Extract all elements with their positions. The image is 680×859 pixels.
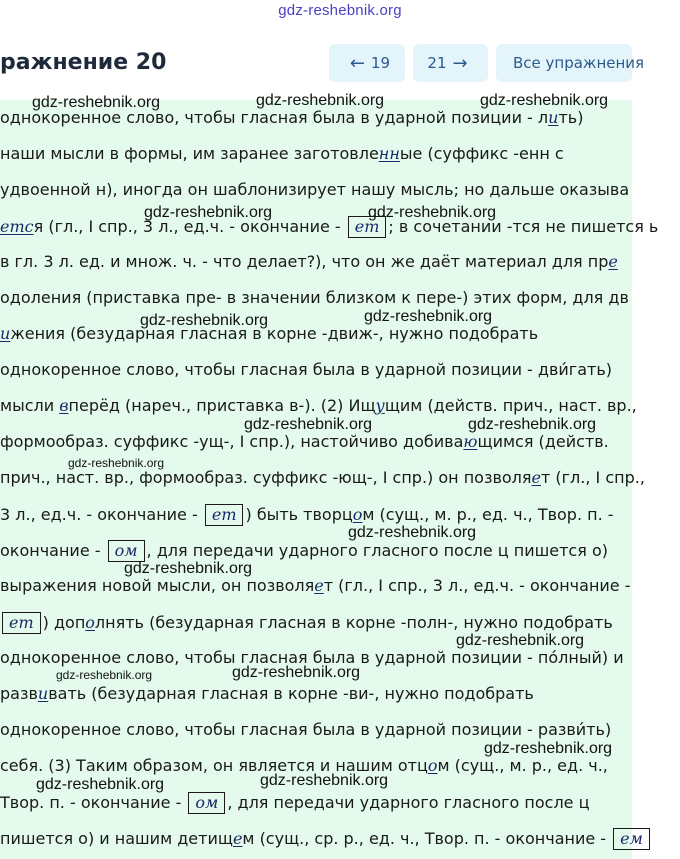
arrow-right-icon: → — [452, 52, 468, 74]
ending-box: ом — [188, 792, 225, 814]
all-exercises-label: Все упражнения — [513, 54, 645, 72]
answer-text: однокоренное слово, чтобы гласная была в ударной позиции - л — [0, 108, 549, 127]
ending-box: ет — [348, 216, 387, 238]
ending-box: ем — [613, 828, 650, 850]
answer-text: ) доп — [42, 613, 86, 632]
answer-line — [0, 828, 652, 850]
answer-line — [0, 720, 611, 739]
answer-line — [0, 504, 614, 526]
watermark-text: gdz-reshebnik.org — [144, 204, 273, 221]
watermark-text: gdz-reshebnik.org — [68, 456, 165, 470]
watermark-text: gdz-reshebnik.org — [456, 632, 585, 649]
answer-text: м (сущ., м. р., ед. ч., Твор. п. - — [362, 505, 614, 524]
answer-text: наши мысли в формы, им заранее заготовле — [0, 144, 379, 163]
answer-line — [0, 684, 534, 703]
answer-line — [0, 396, 637, 415]
watermark-text: gdz-reshebnik.org — [260, 772, 389, 789]
ending-box: ет — [2, 612, 41, 634]
watermark-text: gdz-reshebnik.org — [368, 204, 497, 221]
watermark-text: gdz-reshebnik.org — [124, 560, 253, 577]
answer-line — [0, 792, 590, 814]
handwritten-letter: етс — [0, 217, 34, 236]
handwritten-letter: е — [608, 252, 618, 271]
answer-line — [0, 288, 629, 307]
answer-line — [0, 180, 629, 199]
handwritten-letter: нн — [378, 144, 400, 163]
answer-line — [0, 144, 564, 163]
answer-text: ) быть творц — [245, 505, 353, 524]
handwritten-letter: е — [232, 829, 243, 848]
answer-text: выражения новой мысли, он позволя — [0, 576, 315, 595]
answer-text: м (сущ., м. р., ед. ч., — [437, 756, 608, 775]
answer-text: однокоренное слово, чтобы гласная была в ударной позиции - дви́гать) — [0, 360, 612, 379]
page-title: ражнение 20 — [0, 50, 167, 75]
answer-line — [0, 360, 612, 379]
watermark-text: gdz-reshebnik.org — [256, 92, 385, 109]
handwritten-letter: и — [0, 324, 11, 343]
answer-text: , для передачи ударного гласного после ц — [227, 793, 590, 812]
answer-line — [0, 540, 608, 562]
answer-text: себя. (3) Таким образом, он является и нашим отц — [0, 756, 428, 775]
answer-text: лнять (безударная гласная в корне -полн-, нужно подобрать — [94, 613, 613, 632]
answer-text: одоления (приставка пре- в значении близком к пере-) этих форм, для дв — [0, 288, 629, 307]
answer-text: в гл. 3 л. ед. и множ. ч. - что делает?), что он же даёт материал для пр — [0, 252, 609, 271]
all-exercises-button[interactable] — [496, 44, 645, 82]
watermark-text: gdz-reshebnik.org — [140, 312, 269, 329]
answer-text: 3 л., ед.ч. - окончание - — [0, 505, 203, 524]
arrow-left-icon: ← — [349, 52, 365, 74]
answer-text: Твор. п. - окончание - — [0, 793, 187, 812]
answer-text: вать (безударная гласная в корне -ви-, нужно подобрать — [48, 684, 534, 703]
handwritten-letter: о — [352, 505, 363, 524]
handwritten-letter: ю — [463, 432, 478, 451]
prev-exercise-label: 19 — [371, 54, 391, 72]
answer-text: перёд (нареч., приставка в-). (2) Ищ — [68, 396, 376, 415]
answer-text: пишется о) и нашим детищ — [0, 829, 233, 848]
ending-box: ет — [205, 504, 244, 526]
watermark-text: gdz-reshebnik.org — [244, 416, 373, 433]
answer-text: , для передачи ударного гласного после ц пишется о) — [146, 541, 608, 560]
answer-text: окончание - — [0, 541, 106, 560]
watermark-text: gdz-reshebnik.org — [480, 92, 609, 109]
prev-exercise-button[interactable] — [329, 44, 405, 82]
answer-line — [0, 576, 631, 595]
answer-text: формообраз. суффикс -ущ-, I спр.), настойчиво добива — [0, 432, 464, 451]
answer-text: т (гл., I спр., 3 л., ед.ч. - окончание - — [323, 576, 631, 595]
watermark-text: gdz-reshebnik.org — [36, 776, 165, 793]
answer-text: удвоенной н), иногда он шаблонизирует нашу мысль; но дальше оказыва — [0, 180, 630, 199]
answer-text: ые (суффикс -енн с — [399, 144, 564, 163]
watermark-text: gdz-reshebnik.org — [348, 524, 477, 541]
handwritten-letter: и — [548, 108, 559, 127]
site-logo-text[interactable]: gdz-reshebnik.org — [278, 2, 402, 19]
answer-text: щимся (действ. — [477, 432, 609, 451]
handwritten-letter: и — [37, 684, 49, 703]
handwritten-letter: е — [531, 468, 541, 487]
answer-text: прич., наст. вр., формообраз. суффикс -ющ-, I спр.) он позволя — [0, 468, 532, 487]
handwritten-letter: о — [427, 756, 438, 775]
watermark-text: gdz-reshebnik.org — [364, 308, 493, 325]
handwritten-letter: в — [59, 396, 69, 415]
site-header — [0, 0, 680, 28]
answer-line — [0, 468, 645, 487]
ending-box: ом — [108, 540, 145, 562]
next-exercise-button[interactable] — [413, 44, 488, 82]
answer-line — [0, 432, 609, 451]
answer-line — [0, 216, 658, 238]
answer-text: я (гл., I спр., 3 л., ед.ч. - окончание - — [33, 217, 346, 236]
answer-text: м (сущ., ср. р., ед. ч., Твор. п. - окончание - — [242, 829, 612, 848]
watermark-text: gdz-reshebnik.org — [232, 664, 361, 681]
answer-line — [0, 252, 618, 271]
answer-line — [0, 324, 538, 343]
answer-text: однокоренное слово, чтобы гласная была в ударной позиции - разви́ть) — [0, 720, 612, 739]
answer-text: щим (действ. прич., наст. вр., — [384, 396, 637, 415]
watermark-text: gdz-reshebnik.org — [484, 740, 613, 757]
watermark-text: gdz-reshebnik.org — [468, 416, 597, 433]
answer-line — [0, 612, 613, 634]
watermark-text: gdz-reshebnik.org — [56, 668, 153, 682]
handwritten-letter: о — [85, 613, 95, 632]
answer-text: ; в сочетании -тся не пишется ь — [388, 217, 659, 236]
handwritten-letter: у — [375, 396, 385, 415]
handwritten-letter: е — [314, 576, 324, 595]
watermark-text: gdz-reshebnik.org — [32, 94, 161, 111]
next-exercise-label: 21 — [427, 54, 447, 72]
answer-text: т (гл., I спр., — [541, 468, 645, 487]
answer-text: жения (безударная гласная в корне -движ-, нужно подобрать — [10, 324, 539, 343]
answer-text: разв — [0, 684, 38, 703]
answer-text: мысли — [0, 396, 60, 415]
answer-text: однокоренное слово, чтобы гласная была в ударной позиции - по́лный) и — [0, 648, 624, 667]
answer-text: ть) — [558, 108, 584, 127]
